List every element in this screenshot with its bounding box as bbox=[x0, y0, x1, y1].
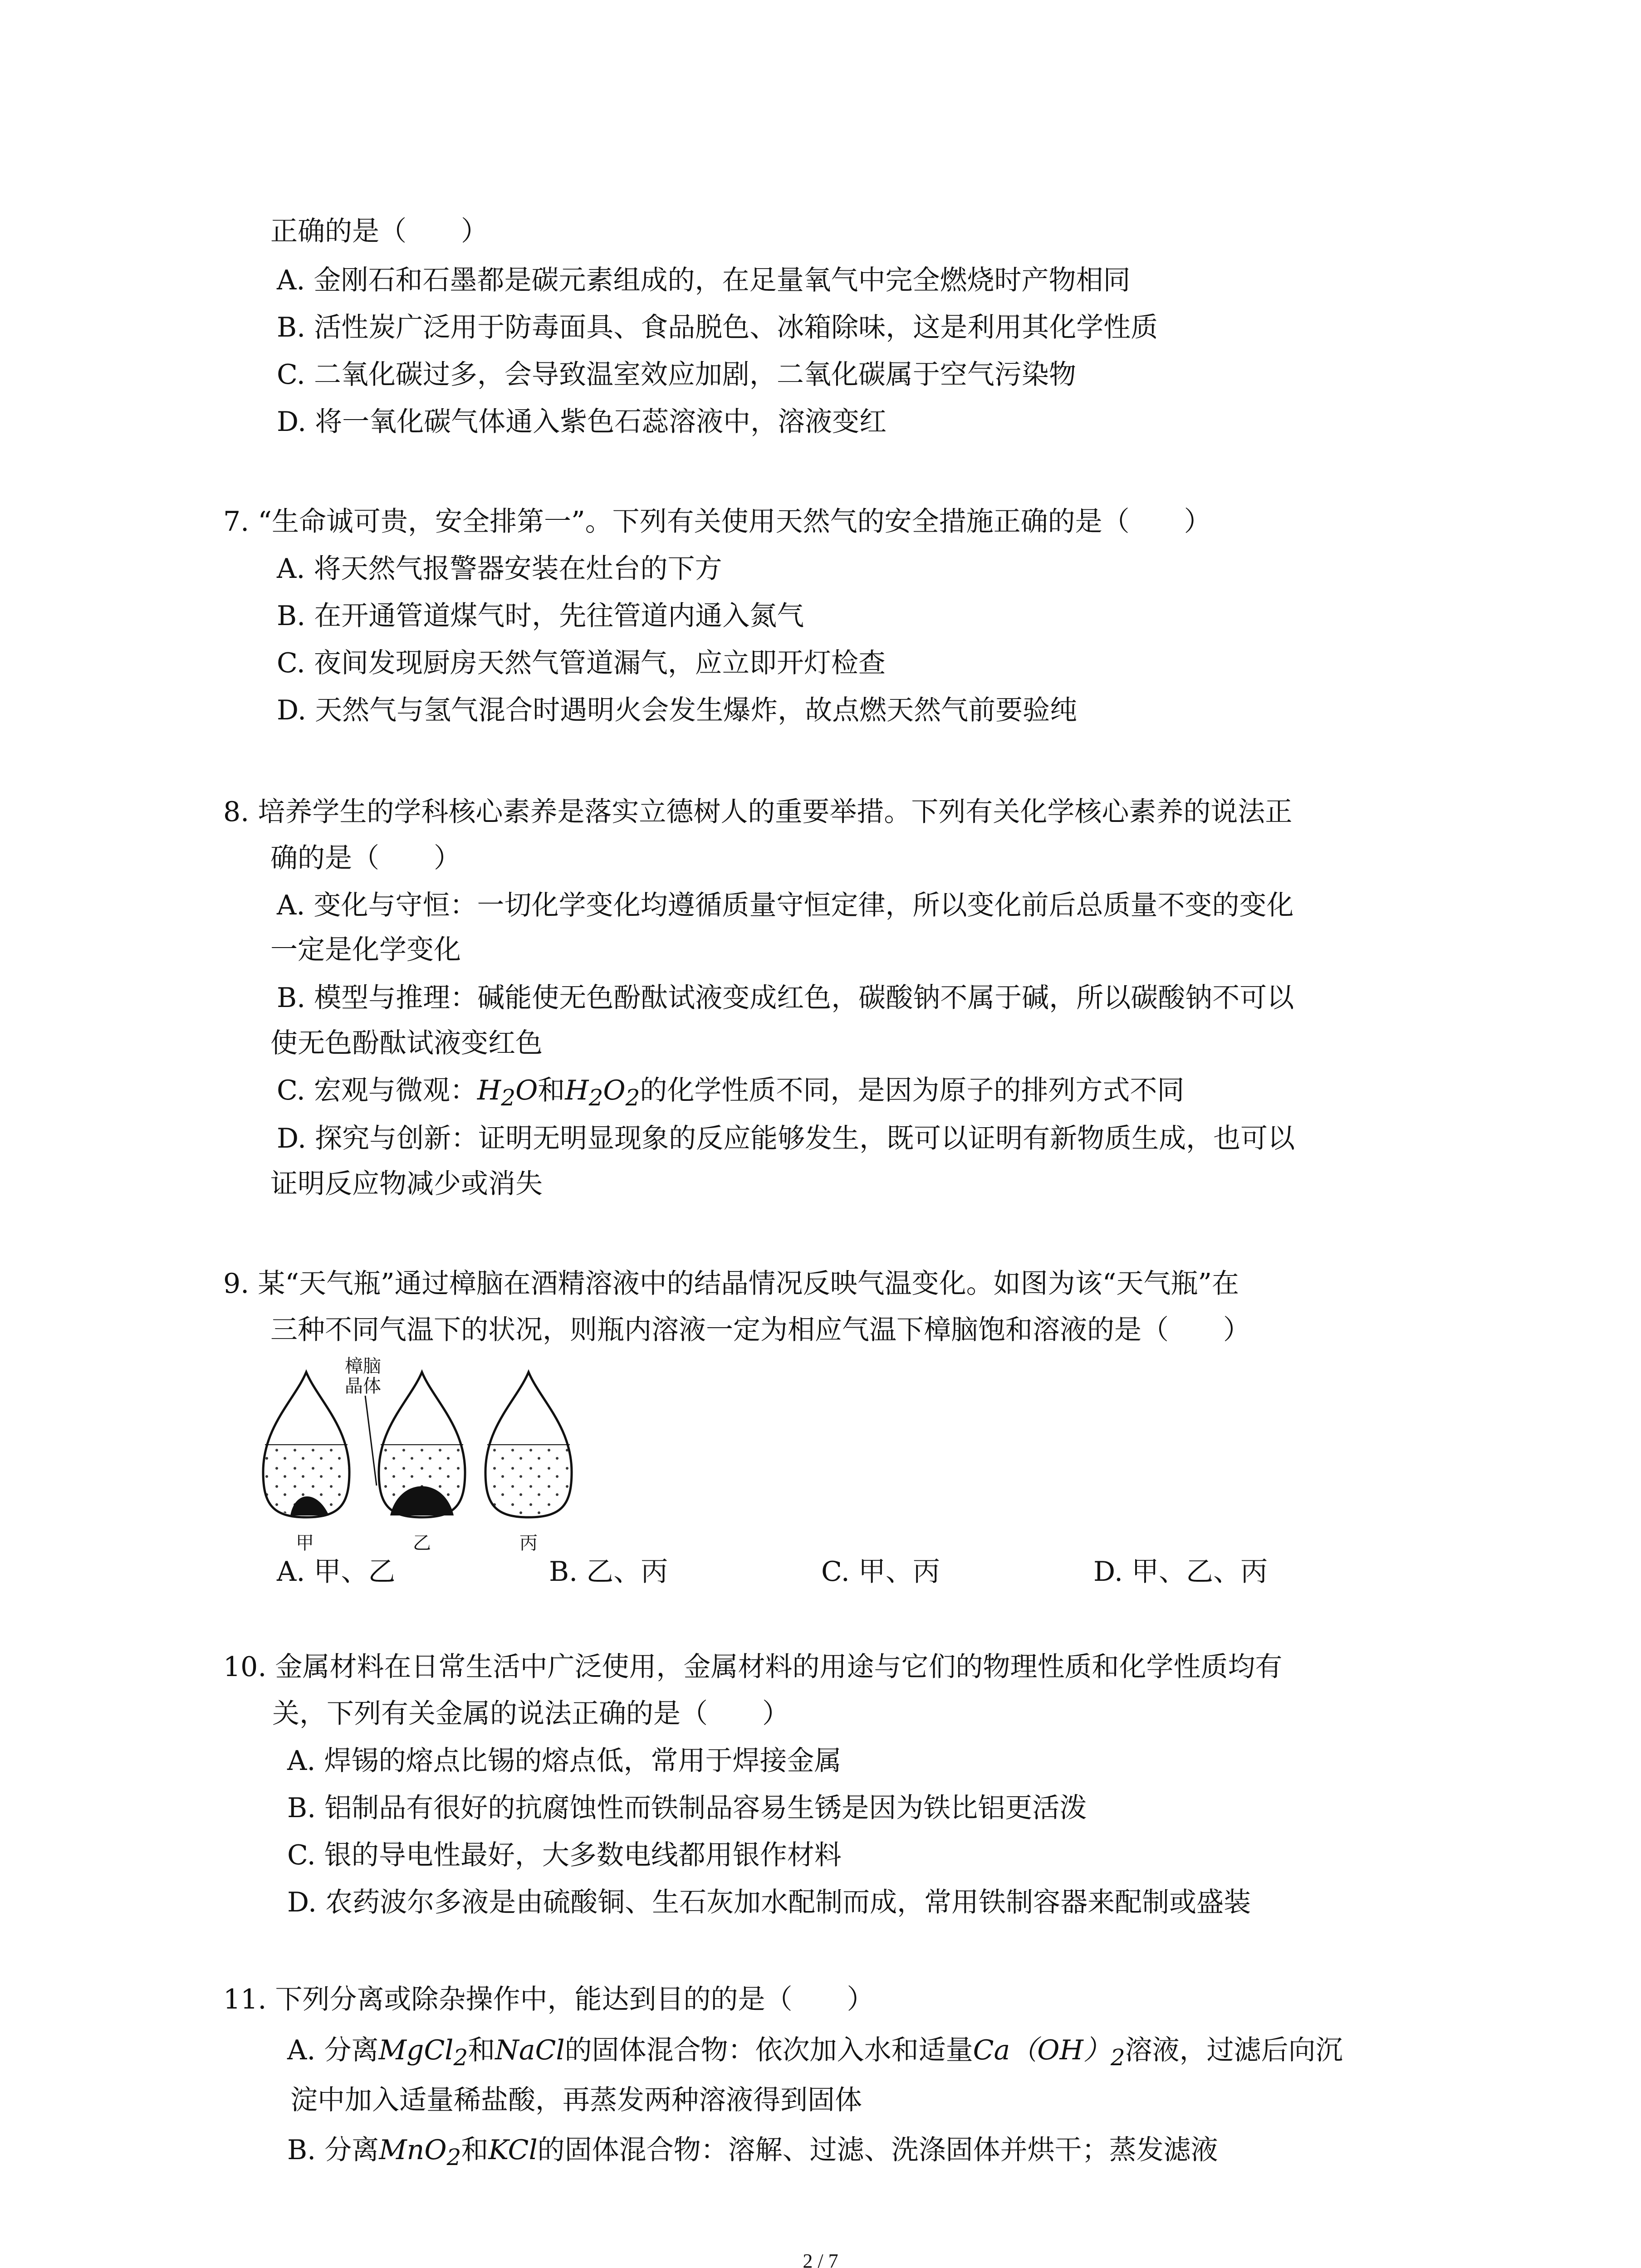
q8-c-suffix: 的化学性质不同，是因为原子的排列方式不同 bbox=[640, 1075, 1185, 1106]
q7-option-a: A. 将天然气报警器安装在灶台的下方 bbox=[277, 553, 722, 585]
q10-stem-line2: 关，下列有关金属的说法正确的是（ ） bbox=[272, 1698, 789, 1730]
q6-option-d: D. 将一氧化碳气体通入紫色石蕊溶液中，溶液变红 bbox=[277, 406, 887, 438]
q9-stem-line1: 9. 某“天气瓶”通过樟脑在酒精溶液中的结晶情况反映气温变化。如图为该“天气瓶”在 bbox=[223, 1268, 1239, 1300]
weather-bottle-figure bbox=[254, 1354, 599, 1554]
q11-stem: 11. 下列分离或除杂操作中，能达到目的的是（ ） bbox=[223, 1984, 874, 2015]
q11-a-prefix: A. 分离 bbox=[287, 2034, 379, 2066]
formula-kcl: KCl bbox=[488, 2134, 538, 2166]
page-number: 2 / 7 bbox=[803, 2250, 838, 2268]
q8-option-b-line1: B. 模型与推理：碱能使无色酚酞试液变成红色，碳酸钠不属于碱，所以碳酸钠不可以 bbox=[277, 982, 1294, 1014]
q11-b-suffix: 的固体混合物：溶解、过滤、洗涤固体并烘干；蒸发滤液 bbox=[537, 2134, 1218, 2166]
q11-b-and: 和 bbox=[461, 2134, 489, 2166]
crystal-label-line2: 晶体 bbox=[345, 1376, 381, 1397]
q11-a-suffix: 溶液，过滤后向沉 bbox=[1125, 2034, 1343, 2066]
formula-mno2: MnO$_2$ bbox=[379, 2134, 461, 2170]
q8-option-a-line2: 一定是化学变化 bbox=[270, 934, 461, 966]
q8-c-prefix: C. 宏观与微观： bbox=[277, 1075, 477, 1106]
q10-option-b: B. 铝制品有很好的抗腐蚀性而铁制品容易生锈是因为铁比铝更活泼 bbox=[287, 1792, 1087, 1824]
q10-stem-line1: 10. 金属材料在日常生活中广泛使用，金属材料的用途与它们的物理性质和化学性质均有 bbox=[223, 1651, 1283, 1683]
formula-nacl: NaCl bbox=[495, 2034, 565, 2066]
q6-option-c: C. 二氧化碳过多，会导致温室效应加剧，二氧化碳属于空气污染物 bbox=[277, 359, 1076, 391]
q10-option-d: D. 农药波尔多液是由硫酸铜、生石灰加水配制而成，常用铁制容器来配制或盛装 bbox=[287, 1887, 1251, 1918]
q9-option-a: A. 甲、乙 bbox=[277, 1556, 396, 1588]
bottle-label-jia: 甲 bbox=[296, 1533, 314, 1554]
q6-option-a: A. 金刚石和石墨都是碳元素组成的，在足量氧气中完全燃烧时产物相同 bbox=[277, 264, 1131, 296]
q10-option-c: C. 银的导电性最好，大多数电线都用银作材料 bbox=[287, 1839, 842, 1871]
q8-stem-line1: 8. 培养学生的学科核心素养是落实立德树人的重要举措。下列有关化学核心素养的说法正 bbox=[223, 796, 1293, 828]
q8-option-c bbox=[277, 1072, 1184, 1116]
bottle-yi bbox=[379, 1372, 465, 1517]
q11-b-prefix: B. 分离 bbox=[287, 2134, 379, 2166]
formula-h2o2: $H_2O_2$ bbox=[565, 1075, 640, 1111]
q8-stem-line2: 确的是（ ） bbox=[270, 842, 461, 874]
q8-option-a-line1: A. 变化与守恒：一切化学变化均遵循质量守恒定律，所以变化前后总质量不变的变化 bbox=[277, 890, 1294, 921]
q10-option-a: A. 焊锡的熔点比锡的熔点低，常用于焊接金属 bbox=[287, 1745, 842, 1777]
q11-option-a-line2: 淀中加入适量稀盐酸，再蒸发两种溶液得到固体 bbox=[290, 2084, 862, 2116]
q9-stem-line2: 三种不同气温下的状况，则瓶内溶液一定为相应气温下樟脑饱和溶液的是（ ） bbox=[270, 1314, 1250, 1346]
bottle-bing bbox=[485, 1372, 572, 1517]
q9-option-c: C. 甲、丙 bbox=[821, 1556, 940, 1588]
q7-stem: 7. “生命诚可贵，安全排第一”。下列有关使用天然气的安全措施正确的是（ ） bbox=[223, 506, 1211, 538]
formula-h2o: $H_2O$ bbox=[477, 1075, 538, 1111]
q11-a-middle: 的固体混合物：依次加入水和适量 bbox=[564, 2034, 973, 2066]
q9-option-b: B. 乙、丙 bbox=[549, 1556, 668, 1588]
q6-stem-cont: 正确的是（ ） bbox=[270, 215, 488, 247]
formula-mgcl2: MgCl$_2$ bbox=[378, 2034, 468, 2071]
q11-a-and: 和 bbox=[468, 2034, 495, 2066]
q11-option-b bbox=[287, 2132, 1218, 2175]
q8-option-d-line1: D. 探究与创新：证明无明显现象的反应能够发生，既可以证明有新物质生成，也可以 bbox=[277, 1123, 1295, 1154]
q6-option-b: B. 活性炭广泛用于防毒面具、食品脱色、冰箱除味，这是利用其化学性质 bbox=[277, 312, 1158, 343]
q9-option-d: D. 甲、乙、丙 bbox=[1093, 1556, 1268, 1588]
q8-c-and: 和 bbox=[538, 1075, 565, 1106]
q7-option-b: B. 在开通管道煤气时，先往管道内通入氮气 bbox=[277, 600, 804, 632]
q7-option-c: C. 夜间发现厨房天然气管道漏气，应立即开灯检查 bbox=[277, 647, 886, 679]
q7-option-d: D. 天然气与氢气混合时遇明火会发生爆炸，故点燃天然气前要验纯 bbox=[277, 694, 1078, 726]
formula-caoh2: $Ca(OH)_2$ bbox=[973, 2034, 1125, 2071]
q8-option-b-line2: 使无色酚酞试液变红色 bbox=[270, 1027, 543, 1059]
bottle-label-yi: 乙 bbox=[413, 1533, 431, 1554]
bottle-jia bbox=[263, 1372, 349, 1517]
crystal-label-line1: 樟脑 bbox=[345, 1356, 381, 1377]
bottle-label-bing: 丙 bbox=[519, 1533, 538, 1554]
q8-option-d-line2: 证明反应物减少或消失 bbox=[270, 1168, 543, 1200]
q11-option-a-line1 bbox=[287, 2032, 1343, 2076]
